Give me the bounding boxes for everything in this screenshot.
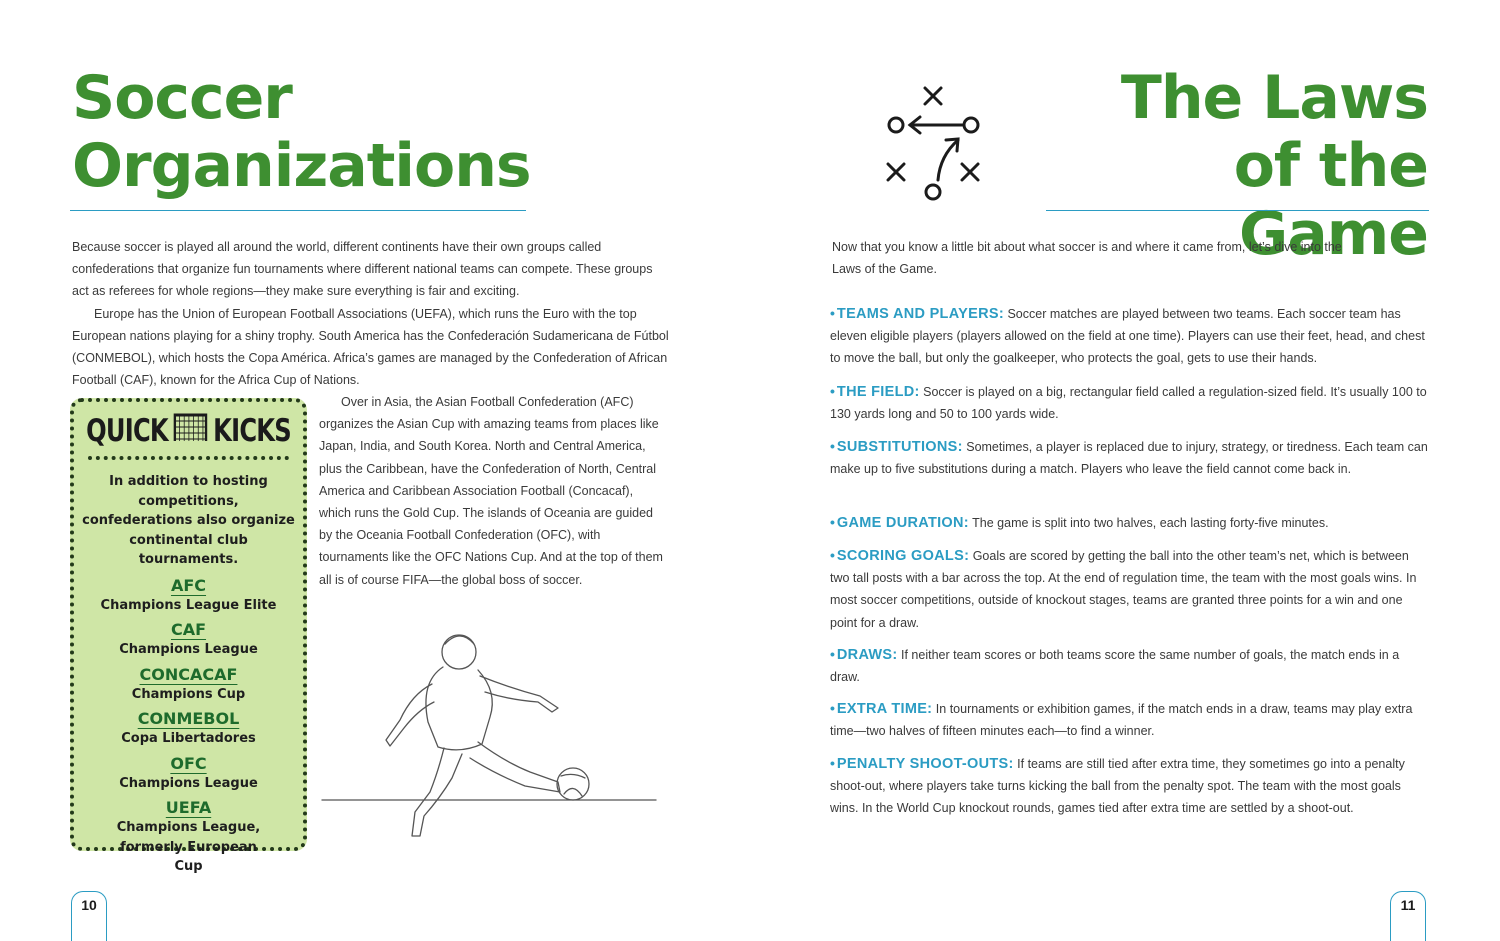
left-title-line1: Soccer <box>72 63 292 133</box>
quick-kicks-divider <box>88 456 289 460</box>
play-diagram-icon <box>880 84 990 208</box>
bullet: • <box>830 305 835 321</box>
law-label: PENALTY SHOOT-OUTS: <box>836 756 1014 772</box>
law-item-penalties <box>830 752 1430 820</box>
left-title-line2: Organizations <box>72 131 531 201</box>
confederation-name: CAF <box>170 620 207 639</box>
confederation-name: CONCACAF <box>139 664 238 684</box>
bullet: • <box>830 755 835 771</box>
quick-kicks-box <box>70 398 307 874</box>
law-label: GAME DURATION: <box>836 515 969 531</box>
law-text: The game is split into two halves, each lasting forty-five minutes. <box>972 516 1329 530</box>
club-tournament-item <box>74 620 303 660</box>
law-label: THE FIELD: <box>836 384 920 400</box>
paragraph-1: Because soccer is played all around the world, different continents have their own groups called confederations that organize fun tournaments where different national teams can compete. These groups act as referees for whole regions—they make sure everything is fair and exciting. <box>72 240 653 299</box>
tournament-name: Copa Libertadores <box>121 731 256 746</box>
law-label: EXTRA TIME: <box>836 701 933 717</box>
tournament-name: Champions League <box>119 775 258 791</box>
law-text: In tournaments or exhibition games, if the match ends in a draw, teams may play extra time—two halves of fifteen minutes each—to find a winner. <box>830 702 1413 739</box>
club-tournament-item <box>74 576 303 616</box>
confederation-name: CONMEBOL <box>137 709 240 728</box>
bullet: • <box>830 646 835 662</box>
law-text: If neither team scores or both teams score the same number of goals, the match ends in a draw. <box>830 648 1400 685</box>
law-item-duration <box>830 511 1430 534</box>
bullet: • <box>830 547 835 563</box>
club-tournament-item <box>74 709 303 749</box>
quick-kicks-label-left: QUICK <box>86 413 168 449</box>
law-label: TEAMS AND PLAYERS: <box>836 306 1004 322</box>
confederation-name: AFC <box>170 575 207 595</box>
bullet: • <box>830 514 835 530</box>
right-title-rule <box>1046 210 1429 211</box>
left-page-title <box>72 64 531 200</box>
club-tournament-item <box>74 754 303 794</box>
quick-kicks-label-right: KICKS <box>213 413 291 449</box>
left-intro-text <box>72 236 670 391</box>
laws-intro-text: Now that you know a little bit about what soccer is and where it came from, let’s dive into the Laws of the Game. <box>832 240 1342 277</box>
law-label: DRAWS: <box>836 647 898 663</box>
bullet: • <box>830 700 835 716</box>
bullet: • <box>830 438 835 454</box>
left-title-rule <box>70 210 526 211</box>
goal-net-icon <box>173 412 209 450</box>
paragraph-3: Over in Asia, the Asian Football Confederation (AFC) organizes the Asian Cup with amazing teams from places like Japan, India, and South Korea. North and Central America, plus the Caribbean, have the Confederation of North, Central America and Caribbean Association Football (Concacaf), which runs the Gold Cup. The islands of Oceania are guided by the Oceania Football Confederation (OFC), with tournaments like the OFC Nations Cup. And at the top of them all is of course FIFA—the global boss of soccer. <box>319 395 663 587</box>
law-item-teams <box>830 302 1430 370</box>
law-item-draws <box>830 643 1430 688</box>
confederation-name: OFC <box>170 753 207 773</box>
club-tournament-item <box>74 798 303 877</box>
bullet: • <box>830 383 835 399</box>
soccer-player-illustration <box>320 622 660 842</box>
law-text: Goals are scored by getting the ball into the other team’s net, which is between two tall posts with a bar across the top. At the end of regulation time, the team with the most goals wins. In most soccer competitions, outside of knockout stages, teams are granted three points for a win and one point for a draw. <box>830 549 1417 630</box>
quick-kicks-intro: In addition to hosting competitions, confederations also organize continental club tournaments. <box>82 474 295 567</box>
law-item-field <box>830 380 1430 425</box>
law-label: SCORING GOALS: <box>836 548 970 564</box>
tournament-name: Champions Cup <box>131 686 246 702</box>
page-number-left: 10 <box>71 891 107 941</box>
law-text: If teams are still tied after extra time, they sometimes go into a penalty shoot-out, where players take turns kicking the ball from the penalty spot. The team with the most goals wins. In the World Cup knockout rounds, games tied after extra time are settled by a shoot-out. <box>830 757 1405 816</box>
paragraph-2: Europe has the Union of European Football Associations (UEFA), which runs the Euro with the top European nations playing for a shiny trophy. South America has the Confederación Sudamericana de Fútbol (CONMEBOL), which hosts the Copa América. Africa’s games are managed by the Confederation of African Football (CAF), known for the Africa Cup of Nations. <box>72 306 669 388</box>
tournament-name: Champions League, formerly European Cup <box>116 820 261 874</box>
law-label: SUBSTITUTIONS: <box>836 439 963 455</box>
club-tournament-item <box>74 665 303 705</box>
law-text: Sometimes, a player is replaced due to injury, strategy, or tiredness. Each team can make up to five substitutions during a match. Players who leave the field cannot come back in. <box>830 440 1428 477</box>
quick-kicks-header <box>86 412 291 450</box>
law-text: Soccer matches are played between two teams. Each soccer team has eleven eligible players (players allowed on the field at one time). Players can use their feet, head, and chest to move the ball, but only the goalkeeper, who protects the goal, gets to use their hands. <box>830 307 1425 366</box>
confederation-name: UEFA <box>165 798 212 817</box>
tournament-name: Champions League Elite <box>100 597 277 613</box>
page-number-right: 11 <box>1390 891 1426 941</box>
right-title-line1: The Laws <box>1120 63 1428 133</box>
right-title-line2: of the Game <box>1233 131 1428 269</box>
tournament-name: Champions League <box>119 642 258 657</box>
law-item-extra-time <box>830 697 1430 742</box>
law-text: Soccer is played on a big, rectangular field called a regulation-sized field. It’s usually 100 to 130 yards long and 50 to 100 yards wide. <box>830 385 1427 422</box>
law-item-substitutions <box>830 435 1430 480</box>
law-item-scoring <box>830 544 1430 634</box>
